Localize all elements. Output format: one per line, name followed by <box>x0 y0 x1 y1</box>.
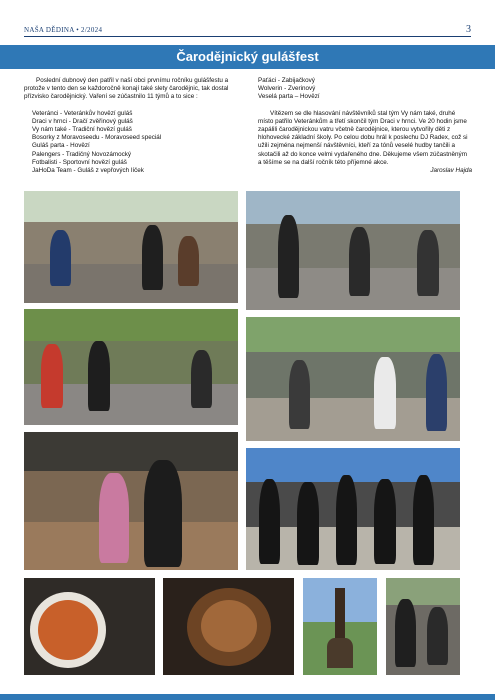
team-item: Veteránci - Veteránkův hovězí guláš <box>32 109 133 117</box>
team-item: Palengers - Tradičný Novozámocký <box>32 150 132 158</box>
left-column <box>24 77 242 175</box>
photo-team-aprons <box>246 448 460 570</box>
team-item: Vy nám také - Tradiční hovězí guláš <box>32 126 132 134</box>
team-item: Veselá parta – Hovězí <box>258 93 320 101</box>
photo-cauldron-closeup <box>163 578 294 675</box>
teams-list-right <box>258 77 472 102</box>
team-item: JaHoDa Team - Guláš z vepřových líček <box>32 167 144 175</box>
closing-paragraph: Vítězem se dle hlasování návštěvníků stal tým Vy nám také, druhé místo patřilo Veteránkům a třetí skončil tým Draci v hrnci. Ve 20 hodin jsme zapálili čarodějnickou vatru včetně čarodějnice, kterou vytvořily děti z hlohovecké základní školy. Po celou dobu hrál k poslechu DJ Radex, což si užili zejména nejmenší návštěvníci, kteří za tónů veselé hudby tančili a skotačili až do konce velmi vydařeného dne. Děkujeme všem zúčastněným a těšíme se na další ročník této příjemné akce. <box>258 109 468 166</box>
teams-list-left <box>24 110 242 176</box>
page-footer-bar <box>0 694 495 700</box>
team-item: Bosorky z Moravoseedu - Moravoseed speciál <box>32 134 162 142</box>
header-rule <box>24 36 471 37</box>
photo-crowd-tables <box>24 191 238 303</box>
team-item: Draci v hrnci - Dračí zvěřinový guláš <box>32 117 133 125</box>
article-title: Čarodějnický gulášfest <box>176 49 319 64</box>
page-header <box>24 24 471 38</box>
publication-name: NAŠA DĚDINA • 2/2024 <box>24 26 103 34</box>
right-column <box>258 77 472 175</box>
photo-witch-bonfire <box>303 578 377 675</box>
page-number: 3 <box>466 24 471 35</box>
team-item: Wolverin - Zverinový <box>258 85 316 93</box>
photo-tent-stands <box>246 191 460 310</box>
team-item: Fotbalisti - Sportovní hovězí guláš <box>32 158 127 166</box>
photo-serving-team <box>386 578 460 675</box>
photo-goulash-bowl <box>24 578 155 675</box>
article-author: Jaroslav Hajda <box>430 167 472 175</box>
team-item: Paťáci - Zabijačkový <box>258 77 315 84</box>
photo-cooks-cauldron <box>24 309 238 425</box>
team-item: Guláš parta - Hovězí <box>32 142 90 150</box>
title-bar <box>0 45 495 69</box>
photo-children <box>24 432 238 570</box>
photo-festival-crowd <box>246 317 460 441</box>
intro-paragraph: Poslední dubnový den patřil v naší obci prvnímu ročníku gulášfestu a protože v tento den se každoročně konají také slety čarodějnic, tak dostal přízvisko čarodějnický. Vaření se zúčastnilo 11 týmů a to sice : <box>24 77 229 101</box>
